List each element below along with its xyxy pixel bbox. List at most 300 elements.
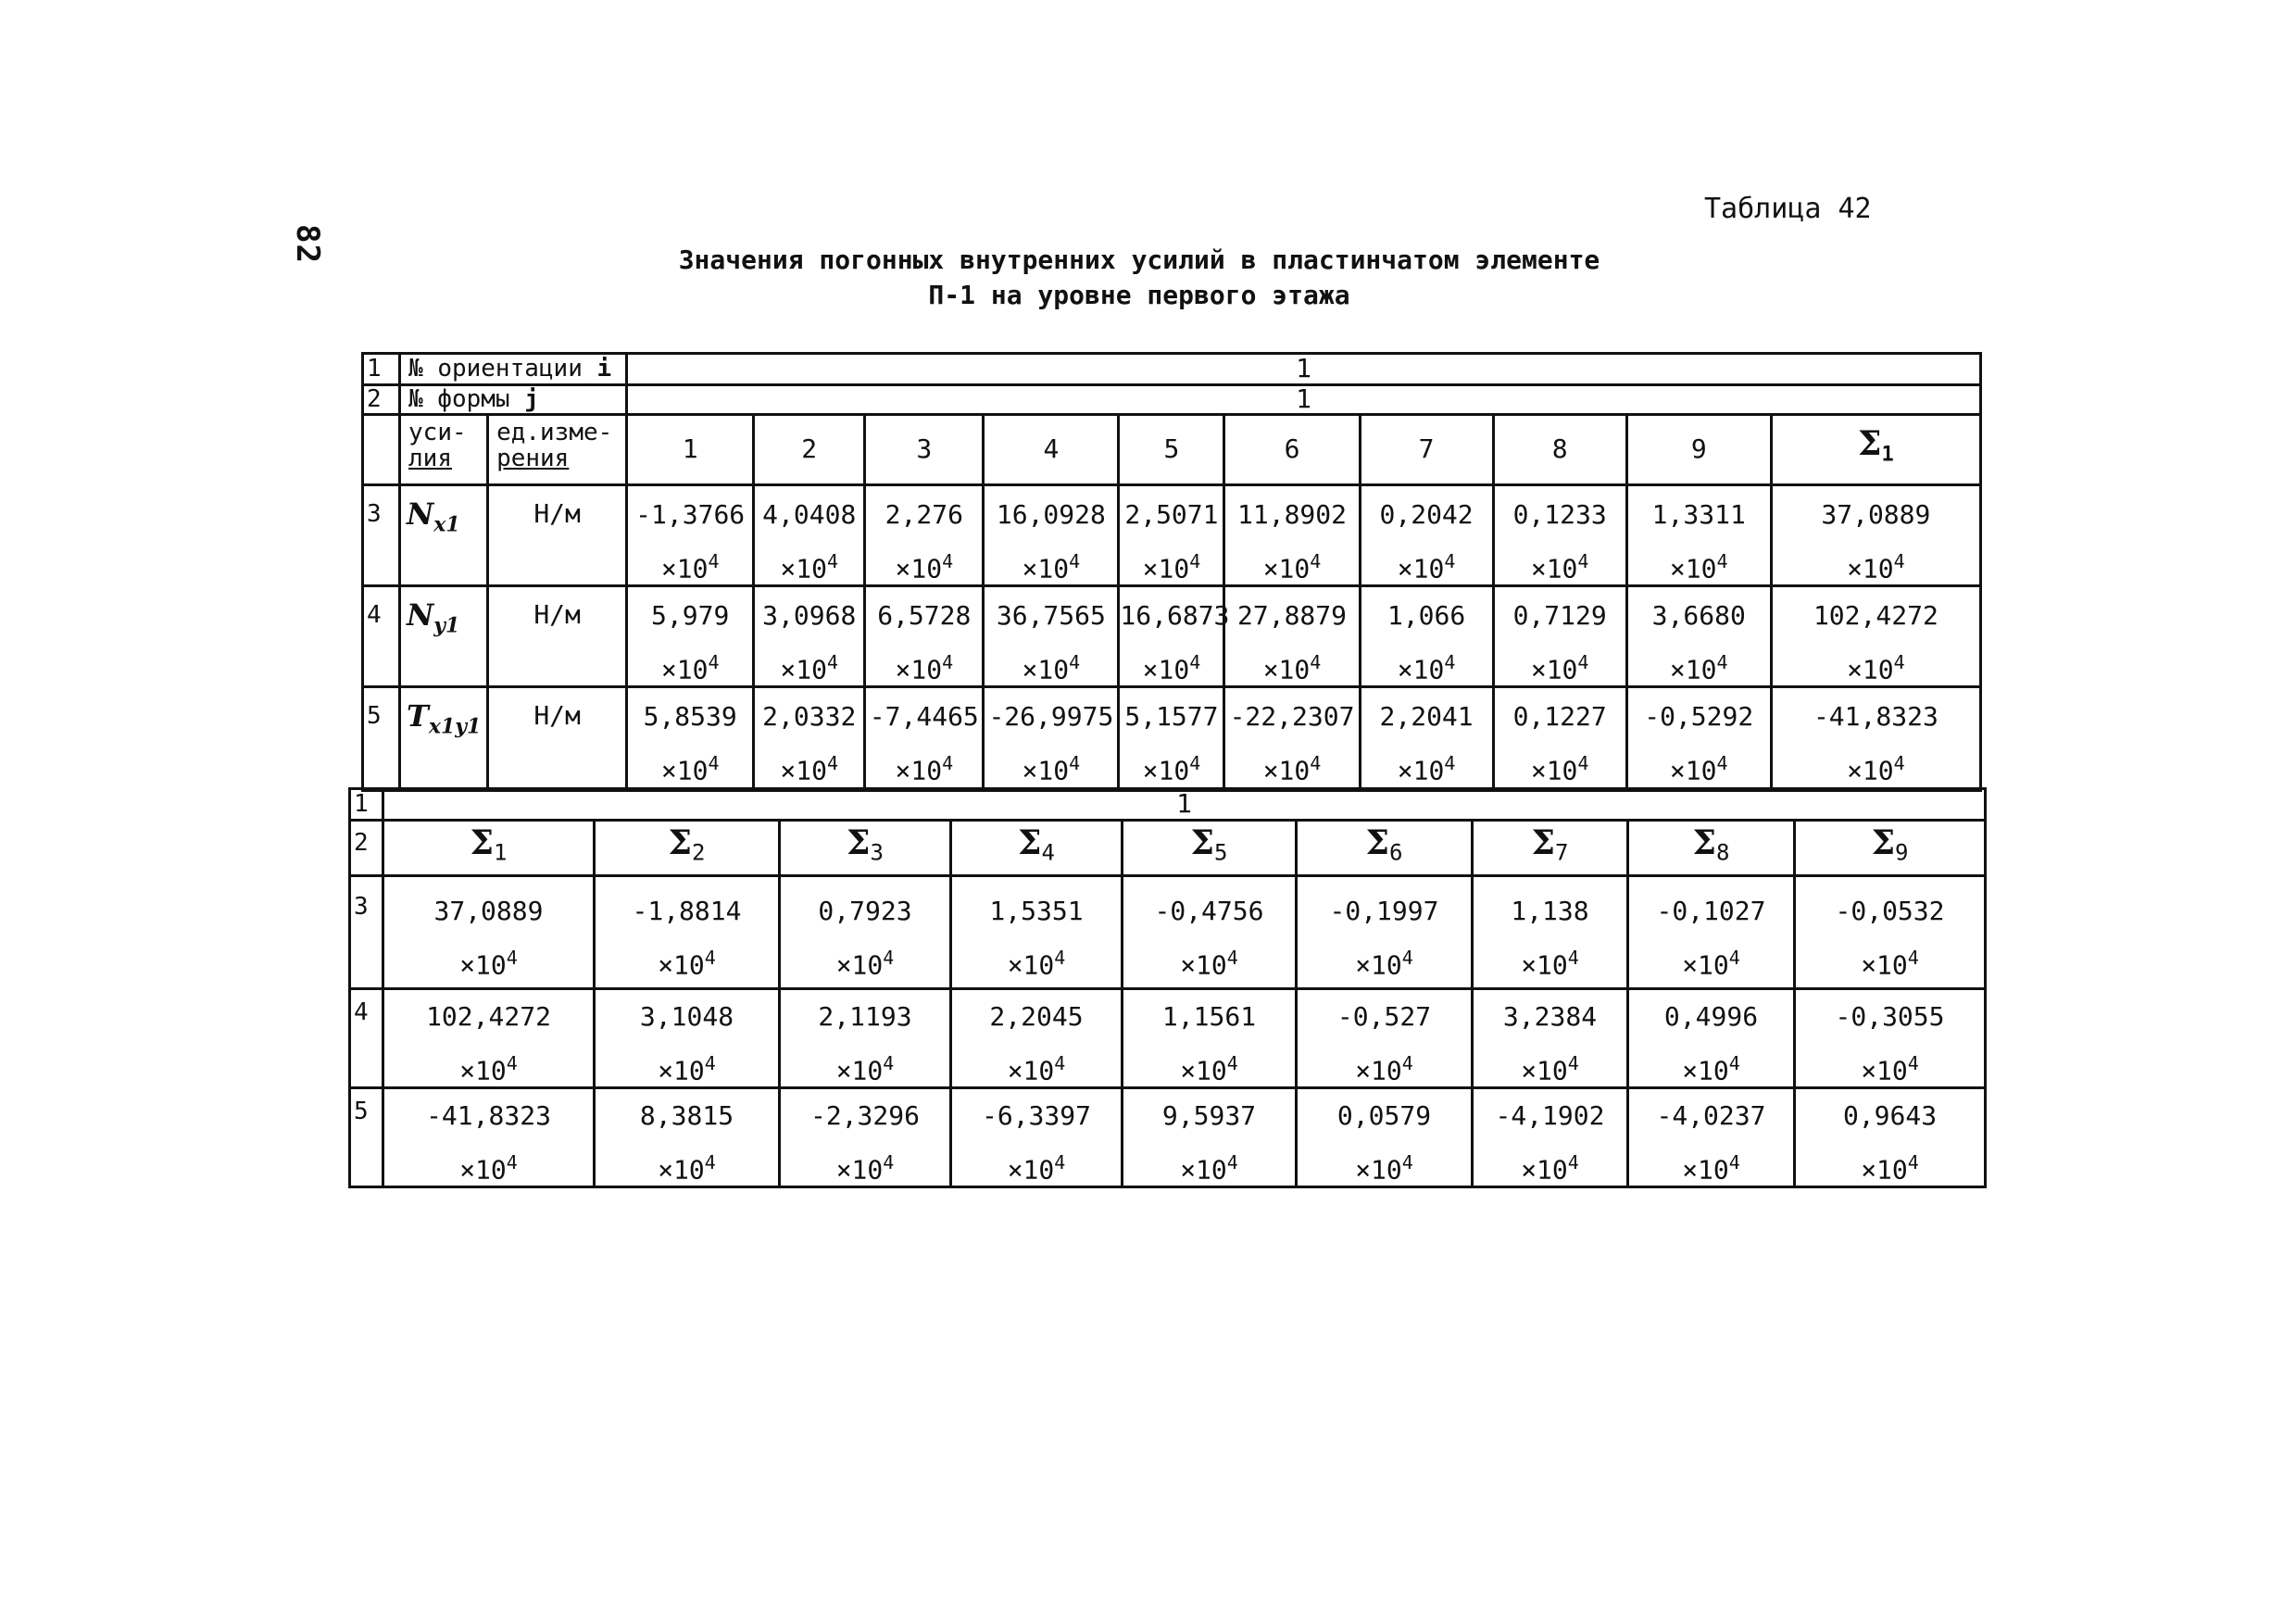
multiplier-base: ×10 (1142, 754, 1190, 785)
multiplier (1361, 639, 1492, 685)
multiplier-base: ×10 (835, 948, 884, 980)
multiplier-base: ×10 (1847, 653, 1894, 684)
multiplier (1628, 639, 1770, 685)
multiplier-base: ×10 (895, 653, 943, 684)
multiplier-base: ×10 (780, 653, 827, 684)
value: -0,1027 (1656, 895, 1766, 926)
multiplier (952, 1040, 1121, 1086)
value: 0,1227 (1512, 700, 1607, 732)
multiplier-exponent: 4 (1189, 650, 1201, 673)
multiplier-exponent: 4 (1567, 1150, 1579, 1173)
col-header: 4 (984, 415, 1119, 485)
multiplier-base: ×10 (1142, 552, 1190, 584)
multiplier (1361, 538, 1492, 584)
value-cell (383, 1087, 595, 1186)
value: 8,3815 (639, 1099, 734, 1131)
multiplier (1628, 740, 1770, 786)
sigma-subscript: 1 (494, 839, 508, 866)
multiplier-base: ×10 (1682, 1153, 1729, 1185)
multiplier-exponent: 4 (704, 946, 716, 969)
multiplier (1123, 1040, 1295, 1086)
multiplier-base: ×10 (660, 552, 709, 584)
multiplier (1629, 1139, 1793, 1186)
value: -7,4465 (869, 700, 979, 732)
multiplier (1123, 935, 1295, 981)
value-cell (984, 484, 1119, 585)
value: 16,0928 (996, 498, 1106, 530)
sigma-subscript: 7 (1555, 839, 1569, 866)
multiplier-exponent: 4 (1310, 549, 1322, 572)
multiplier-base: ×10 (1521, 948, 1568, 980)
multiplier-exponent: 4 (1401, 946, 1413, 969)
multiplier-exponent: 4 (1907, 1150, 1919, 1173)
value-cell (595, 1087, 780, 1186)
value-cell (1123, 875, 1297, 988)
multiplier-exponent: 4 (1567, 1051, 1579, 1074)
multiplier-exponent: 4 (506, 1051, 518, 1074)
multiplier-exponent: 4 (883, 1150, 895, 1173)
multiplier-exponent: 4 (883, 946, 895, 969)
multiplier (384, 935, 593, 981)
value-cell (984, 686, 1119, 790)
multiplier-exponent: 4 (1226, 1051, 1238, 1074)
form-value: 1 (627, 385, 1981, 415)
value: 0,2042 (1379, 498, 1474, 530)
multiplier-exponent: 4 (827, 650, 839, 673)
multiplier (1120, 538, 1223, 584)
multiplier (1495, 639, 1625, 685)
value: 0,7923 (818, 895, 912, 926)
multiplier-base: ×10 (1397, 552, 1445, 584)
value: 102,4272 (426, 1000, 551, 1032)
multiplier (781, 1040, 949, 1086)
value-cell (1493, 686, 1626, 790)
multiplier-base: ×10 (1022, 653, 1070, 684)
value-cell (1123, 988, 1297, 1087)
value: -41,8323 (1813, 700, 1938, 732)
sigma-symbol: Σ (847, 823, 871, 862)
multiplier (628, 538, 752, 584)
value-cell (627, 686, 754, 790)
value-cell (627, 585, 754, 686)
multiplier-exponent: 4 (1577, 549, 1589, 572)
multiplier (985, 740, 1117, 786)
unit-cell: Н/м (488, 686, 627, 790)
multiplier-base: ×10 (1521, 1054, 1568, 1086)
multiplier-exponent: 4 (1401, 1150, 1413, 1173)
multiplier (1474, 1139, 1626, 1186)
value-cell (1795, 875, 1986, 988)
multiplier-exponent: 4 (1444, 549, 1456, 572)
value: 2,276 (885, 498, 963, 530)
unit-cell: Н/м (488, 484, 627, 585)
multiplier-exponent: 4 (1907, 946, 1919, 969)
multiplier-exponent: 4 (1444, 751, 1456, 774)
multiplier-base: ×10 (1847, 754, 1894, 785)
multiplier-base: ×10 (780, 754, 827, 785)
forces-table-2 (348, 787, 1987, 1188)
col-header: 5 (1119, 415, 1224, 485)
orientation-value: 1 (383, 789, 1986, 821)
value: 0,7129 (1512, 599, 1607, 631)
force-header-line2: лия (408, 445, 452, 472)
multiplier-exponent: 4 (1716, 751, 1728, 774)
multiplier-base: ×10 (660, 754, 709, 785)
table-label: Таблица 42 (1704, 193, 1872, 225)
multiplier-exponent: 4 (506, 946, 518, 969)
value: -1,3766 (635, 498, 746, 530)
multiplier-exponent: 4 (1069, 650, 1081, 673)
multiplier-exponent: 4 (1907, 1051, 1919, 1074)
value-cell (1628, 875, 1795, 988)
sigma-subscript: 5 (1214, 839, 1228, 866)
title-line-1: Значения погонных внутренних усилий в пластинчатом элементе (678, 245, 1600, 275)
multiplier-base: ×10 (1022, 754, 1070, 785)
col-header: 9 (1626, 415, 1771, 485)
value-cell (984, 585, 1119, 686)
multiplier-exponent: 4 (708, 549, 720, 572)
value: -0,527 (1336, 1000, 1432, 1032)
sigma-subscript: 3 (870, 839, 884, 866)
col-header: 3 (865, 415, 984, 485)
value: 6,5728 (877, 599, 972, 631)
value-cell (595, 875, 780, 988)
multiplier-base: ×10 (780, 552, 827, 584)
force-header (400, 415, 488, 485)
table-row (363, 686, 1981, 790)
multiplier-base: ×10 (1861, 1054, 1908, 1086)
multiplier (384, 1040, 593, 1086)
forces-table-1 (361, 352, 1982, 792)
value-cell (1628, 1087, 1795, 1186)
sigma-symbol: Σ (1871, 823, 1896, 862)
multiplier-base: ×10 (658, 1153, 705, 1185)
sigma-header (1795, 821, 1986, 876)
multiplier-exponent: 4 (1069, 549, 1081, 572)
multiplier-base: ×10 (459, 1054, 507, 1086)
value: 5,8539 (643, 700, 737, 732)
force-letter: N (407, 496, 434, 532)
value-cell (865, 484, 984, 585)
multiplier-base: ×10 (1397, 754, 1445, 785)
value-cell (1119, 585, 1230, 686)
form-text: № формы (408, 385, 510, 413)
value-cell (383, 988, 595, 1087)
multiplier (384, 1139, 593, 1186)
force-symbol (400, 484, 488, 585)
multiplier (1495, 538, 1625, 584)
multiplier-base: ×10 (1682, 1054, 1729, 1086)
multiplier (985, 538, 1117, 584)
value: 37,0889 (433, 895, 544, 926)
multiplier-exponent: 4 (1728, 946, 1740, 969)
multiplier (781, 935, 949, 981)
value: 9,5937 (1161, 1099, 1257, 1131)
multiplier-base: ×10 (1530, 653, 1578, 684)
sigma-symbol: Σ (1858, 424, 1882, 463)
multiplier-exponent: 4 (827, 549, 839, 572)
value: 2,0332 (762, 700, 857, 732)
value-cell (951, 988, 1123, 1087)
sigma-header (1123, 821, 1297, 876)
multiplier-base: ×10 (1530, 552, 1578, 584)
sigma-symbol: Σ (1365, 823, 1389, 862)
multiplier (596, 1139, 778, 1186)
form-label (400, 385, 627, 415)
value-cell (383, 875, 595, 988)
multiplier-base: ×10 (1861, 1153, 1908, 1185)
unit-header-line1: ед.изме- (496, 419, 613, 446)
multiplier-exponent: 4 (506, 1150, 518, 1173)
multiplier-base: ×10 (658, 1054, 705, 1086)
value-cell (1795, 988, 1986, 1087)
multiplier-exponent: 4 (1189, 751, 1201, 774)
sigma-header (1473, 821, 1628, 876)
multiplier-base: ×10 (1022, 552, 1070, 584)
force-subscript: x1 (433, 511, 460, 536)
value-cell (1626, 686, 1771, 790)
sigma-symbol: Σ (1190, 823, 1214, 862)
value: -0,3055 (1835, 1000, 1945, 1032)
sigma-header (1628, 821, 1795, 876)
value-cell (1224, 686, 1360, 790)
multiplier-exponent: 4 (1716, 650, 1728, 673)
value-cell (780, 988, 951, 1087)
multiplier-base: ×10 (1847, 552, 1894, 584)
row-number: 4 (363, 585, 400, 686)
multiplier (628, 740, 752, 786)
value-cell (1473, 875, 1628, 988)
value: -4,1902 (1495, 1099, 1605, 1131)
multiplier-base: ×10 (1530, 754, 1578, 785)
multiplier (1628, 538, 1770, 584)
table-row (350, 988, 1986, 1087)
multiplier-base: ×10 (658, 948, 705, 980)
multiplier (1796, 935, 1984, 981)
multiplier (1495, 740, 1625, 786)
value: 11,8902 (1237, 498, 1348, 530)
value: 2,2041 (1379, 700, 1474, 732)
value: 1,066 (1386, 599, 1466, 631)
multiplier-exponent: 4 (1577, 650, 1589, 673)
force-subscript: y1 (433, 612, 460, 637)
orientation-text: № ориентации (408, 355, 583, 383)
multiplier-base: ×10 (1262, 754, 1311, 785)
row-number: 5 (363, 686, 400, 790)
value: -0,0532 (1835, 895, 1945, 926)
value: 1,138 (1511, 895, 1589, 926)
value-cell (1626, 484, 1771, 585)
multiplier (1298, 935, 1471, 981)
value: 0,1233 (1512, 498, 1607, 530)
value-cell (951, 1087, 1123, 1186)
multiplier (755, 538, 863, 584)
multiplier-base: ×10 (1142, 653, 1190, 684)
multiplier-base: ×10 (1180, 1054, 1227, 1086)
multiplier (1629, 935, 1793, 981)
multiplier-exponent: 4 (1401, 1051, 1413, 1074)
multiplier-exponent: 4 (1444, 650, 1456, 673)
sigma-header (383, 821, 595, 876)
value-cell (1473, 988, 1628, 1087)
multiplier-base: ×10 (459, 948, 507, 980)
value: 0,0579 (1336, 1099, 1432, 1131)
multiplier (628, 639, 752, 685)
sum-header (1771, 415, 1980, 485)
value: 102,4272 (1813, 599, 1938, 631)
multiplier (1773, 538, 1979, 584)
col-header: 2 (754, 415, 865, 485)
multiplier (596, 935, 778, 981)
value-cell (780, 1087, 951, 1186)
value: 1,5351 (989, 895, 1084, 926)
value: 0,4996 (1663, 1000, 1759, 1032)
multiplier (866, 538, 982, 584)
multiplier-base: ×10 (1262, 653, 1311, 684)
sigma-header (780, 821, 951, 876)
value-cell (754, 686, 865, 790)
multiplier-base: ×10 (1669, 552, 1717, 584)
sigma-header (951, 821, 1123, 876)
sigma-header (1297, 821, 1473, 876)
value-cell (1123, 1087, 1297, 1186)
value: 0,9643 (1842, 1099, 1938, 1131)
value-cell (1626, 585, 1771, 686)
multiplier-base: ×10 (835, 1153, 884, 1185)
orientation-value: 1 (627, 354, 1981, 385)
value: 5,979 (651, 599, 730, 631)
value-cell (1771, 686, 1980, 790)
multiplier (1298, 1040, 1471, 1086)
value: 36,7565 (996, 599, 1106, 631)
value: -26,9975 (988, 700, 1114, 732)
multiplier (1796, 1139, 1984, 1186)
row-number: 1 (350, 789, 383, 821)
sigma-subscript: 8 (1716, 839, 1730, 866)
force-letter: N (407, 596, 434, 633)
multiplier (755, 740, 863, 786)
multiplier (1225, 639, 1358, 685)
multiplier (952, 1139, 1121, 1186)
value: 5,1577 (1124, 700, 1219, 732)
multiplier-exponent: 4 (708, 751, 720, 774)
multiplier-base: ×10 (1355, 1153, 1402, 1185)
multiplier-exponent: 4 (704, 1150, 716, 1173)
sigma-symbol: Σ (1018, 823, 1042, 862)
sigma-subscript: 1 (1881, 443, 1894, 467)
value-cell (1360, 686, 1493, 790)
multiplier (1225, 740, 1358, 786)
col-header: 6 (1224, 415, 1360, 485)
value-cell (865, 585, 984, 686)
multiplier (755, 639, 863, 685)
col-header: 1 (627, 415, 754, 485)
sigma-subscript: 2 (692, 839, 706, 866)
value: 3,1048 (639, 1000, 734, 1032)
multiplier-base: ×10 (1007, 1153, 1055, 1185)
force-header-line1: уси- (408, 419, 467, 446)
multiplier-base: ×10 (1180, 948, 1227, 980)
multiplier-base: ×10 (459, 1153, 507, 1185)
multiplier (1629, 1040, 1793, 1086)
table-row (363, 585, 1981, 686)
row-number: 2 (350, 821, 383, 876)
col-header: 7 (1360, 415, 1493, 485)
multiplier (1123, 1139, 1295, 1186)
multiplier (866, 639, 982, 685)
value-cell (1360, 585, 1493, 686)
multiplier-base: ×10 (1397, 653, 1445, 684)
multiplier (866, 740, 982, 786)
value-cell (754, 585, 865, 686)
multiplier (952, 935, 1121, 981)
multiplier-base: ×10 (1355, 1054, 1402, 1086)
sigma-symbol: Σ (1531, 823, 1555, 862)
value-cell (1297, 875, 1473, 988)
multiplier-base: ×10 (1007, 948, 1055, 980)
multiplier-base: ×10 (895, 754, 943, 785)
multiplier-exponent: 4 (1893, 549, 1905, 572)
value-cell (1771, 585, 1980, 686)
value-cell (780, 875, 951, 988)
empty-cell (363, 415, 400, 485)
multiplier-base: ×10 (1669, 754, 1717, 785)
multiplier (1773, 639, 1979, 685)
multiplier (1361, 740, 1492, 786)
table1-body (363, 484, 1981, 790)
multiplier (1120, 639, 1223, 685)
multiplier-exponent: 4 (883, 1051, 895, 1074)
multiplier-base: ×10 (1355, 948, 1402, 980)
value-cell (595, 988, 780, 1087)
value: 37,0889 (1821, 498, 1931, 530)
multiplier-base: ×10 (660, 653, 709, 684)
multiplier-exponent: 4 (1189, 549, 1201, 572)
value-cell (1360, 484, 1493, 585)
row-number: 5 (350, 1087, 383, 1186)
force-symbol (400, 686, 488, 790)
table-row (350, 1087, 1986, 1186)
page-number: 82 (289, 224, 326, 264)
table2-body (350, 875, 1986, 1186)
table-title (648, 243, 1630, 313)
sigma-header (595, 821, 780, 876)
value: 16,6873 (1120, 599, 1230, 631)
multiplier-exponent: 4 (1226, 1150, 1238, 1173)
multiplier-exponent: 4 (942, 650, 954, 673)
value-cell (1473, 1087, 1628, 1186)
multiplier-exponent: 4 (704, 1051, 716, 1074)
multiplier-base: ×10 (895, 552, 943, 584)
multiplier (1474, 935, 1626, 981)
row-number: 3 (350, 875, 383, 988)
value-cell (1493, 484, 1626, 585)
multiplier (1298, 1139, 1471, 1186)
value-cell (1297, 988, 1473, 1087)
sigma-symbol: Σ (470, 823, 494, 862)
value: -0,1997 (1329, 895, 1439, 926)
orientation-symbol: i (596, 355, 612, 383)
unit-header-line2: рения (496, 445, 570, 472)
multiplier-base: ×10 (1262, 552, 1311, 584)
value: -0,4756 (1154, 895, 1264, 926)
force-letter: T (407, 697, 429, 734)
multiplier-base: ×10 (1861, 948, 1908, 980)
multiplier-exponent: 4 (827, 751, 839, 774)
row-number: 2 (363, 385, 400, 415)
value-cell (1297, 1087, 1473, 1186)
value: 2,2045 (989, 1000, 1084, 1032)
